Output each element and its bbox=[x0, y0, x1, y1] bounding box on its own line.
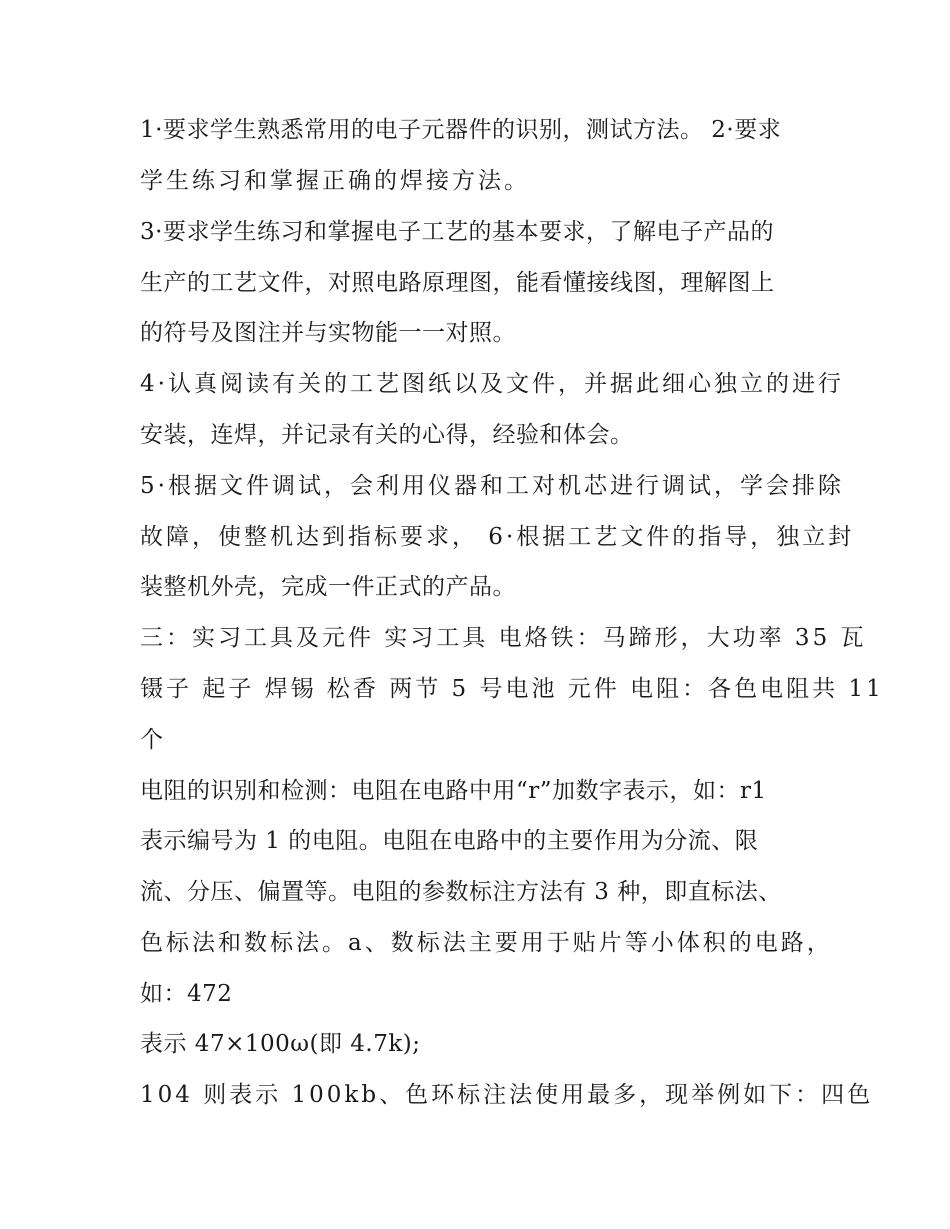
text-line-4: 生产的工艺文件，对照电路原理图，能看懂接线图，理解图上 bbox=[140, 270, 775, 296]
text-line-5: 的符号及图注并与实物能一一对照。 bbox=[140, 320, 516, 346]
text-line-8: 5·根据文件调试，会利用仪器和工对机芯进行调试，学会排除 bbox=[140, 473, 844, 499]
text-line-6: 4·认真阅读有关的工艺图纸以及文件，并据此细心独立的进行 bbox=[140, 371, 844, 397]
text-line-17: 色标法和数标法。a、数标法主要用于贴片等小体积的电路， bbox=[140, 930, 833, 956]
text-line-12: 镊子 起子 焊锡 松香 两节 5 号电池 元件 电阻：各色电阻共 11 bbox=[140, 676, 884, 702]
text-line-14: 电阻的识别和检测：电阻在电路中用“r”加数字表示，如：r1 bbox=[140, 778, 767, 804]
text-line-20: 104 则表示 100kb、色环标注法使用最多，现举例如下：四色 bbox=[140, 1082, 874, 1108]
text-line-2: 学生练习和掌握正确的焊接方法。 bbox=[140, 168, 530, 194]
text-line-9: 故障，使整机达到指标要求， 6·根据工艺文件的指导，独立封 bbox=[140, 524, 855, 550]
text-line-11: 三：实习工具及元件 实习工具 电烙铁：马蹄形，大功率 35 瓦 bbox=[140, 625, 867, 651]
text-line-10: 装整机外壳，完成一件正式的产品。 bbox=[140, 574, 516, 600]
text-line-16: 流、分压、偏置等。电阻的参数标注方法有 3 种，即直标法、 bbox=[140, 879, 782, 905]
text-line-3: 3·要求学生练习和掌握电子工艺的基本要求，了解电子产品的 bbox=[140, 219, 774, 245]
text-line-15: 表示编号为 1 的电阻。电阻在电路中的主要作用为分流、限 bbox=[140, 828, 759, 854]
text-line-13: 个 bbox=[140, 727, 164, 753]
text-line-18: 如：472 bbox=[140, 981, 233, 1007]
text-line-7: 安装，连焊，并记录有关的心得，经验和体会。 bbox=[140, 422, 634, 448]
text-line-19: 表示 47×100ω(即 4.7k); bbox=[140, 1031, 421, 1057]
text-line-1: 1·要求学生熟悉常用的电子元器件的识别，测试方法。 2·要求 bbox=[140, 117, 782, 143]
